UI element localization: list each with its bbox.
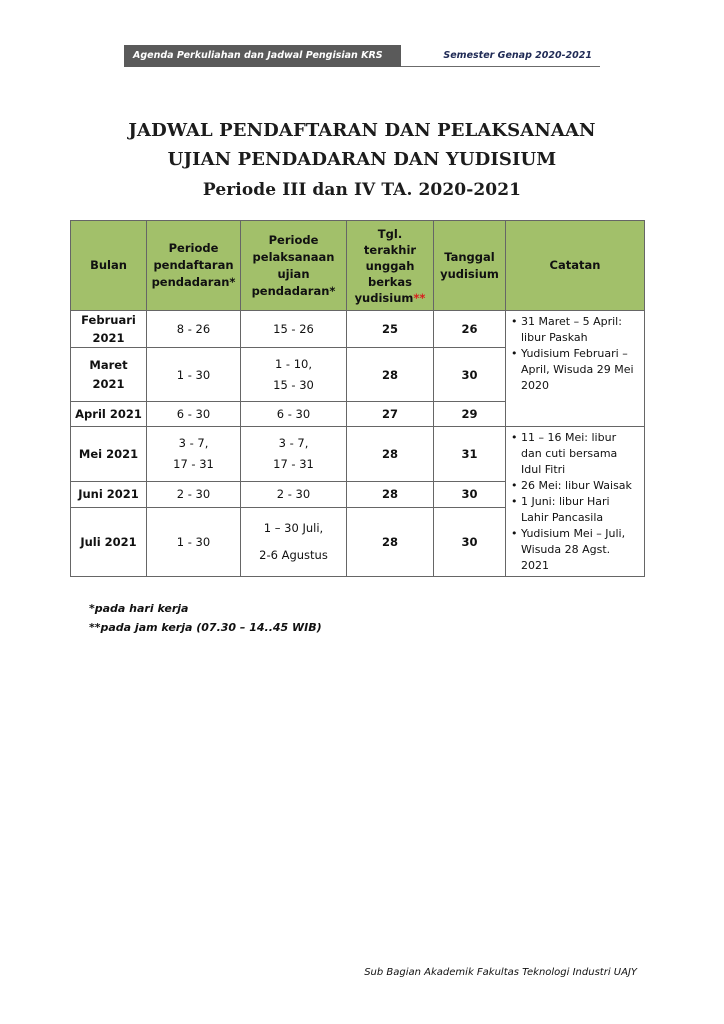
cell-text: 1 – 30 Juli, <box>263 520 324 535</box>
header-text: Periode <box>268 232 319 247</box>
cell-bulan: April 2021 <box>71 402 147 427</box>
col-header-pelaksanaan <box>241 221 347 311</box>
catatan-item: • 31 Maret – 5 April: libur Paskah <box>521 314 640 346</box>
cell-tanggal-yudisium: 26 <box>434 311 506 348</box>
page-header <box>124 45 600 67</box>
cell-pelaksanaan <box>241 348 347 402</box>
catatan-item: • 11 – 16 Mei: libur dan cuti bersama Idul Fitri <box>521 430 640 478</box>
cell-pendaftaran: 6 - 30 <box>147 402 241 427</box>
header-text: Tanggal <box>444 249 495 264</box>
header-text: pelaksanaan <box>252 249 335 264</box>
cell-text: 1 - 10, <box>274 356 313 371</box>
footnotes <box>89 599 322 637</box>
header-text: ujian <box>277 266 310 281</box>
cell-text: 15 - 30 <box>273 377 314 392</box>
header-text: Periode <box>168 241 219 255</box>
cell-bulan: Juni 2021 <box>71 482 147 507</box>
cell-text: 2021 <box>92 331 125 345</box>
cell-pelaksanaan: 6 - 30 <box>241 402 347 427</box>
cell-pendaftaran: 1 - 30 <box>147 507 241 576</box>
catatan-item: • 1 Juni: libur Hari Lahir Pancasila <box>521 494 640 526</box>
cell-tanggal-yudisium: 29 <box>434 402 506 427</box>
col-header-catatan: Catatan <box>506 221 645 311</box>
cell-pendaftaran: 8 - 26 <box>147 311 241 348</box>
header-text: unggah <box>365 258 415 273</box>
catatan-list <box>510 430 640 574</box>
cell-text: 2021 <box>92 376 125 391</box>
cell-pendaftaran: 2 - 30 <box>147 482 241 507</box>
cell-text: 3 - 7, <box>278 436 309 451</box>
cell-tanggal-yudisium: 30 <box>434 348 506 402</box>
catatan-item: • Yudisium Februari – April, Wisuda 29 Mei 2020 <box>521 346 640 394</box>
col-header-bulan: Bulan <box>71 221 147 311</box>
cell-catatan <box>506 427 645 577</box>
asterisk-mark: ** <box>413 290 426 305</box>
cell-pelaksanaan <box>241 427 347 482</box>
title-line-1: JADWAL PENDAFTARAN DAN PELAKSANAAN <box>128 120 596 141</box>
cell-bulan <box>71 348 147 402</box>
header-text: berkas <box>368 274 412 289</box>
table-row <box>71 311 645 348</box>
cell-tgl-terakhir: 25 <box>347 311 434 348</box>
cell-pelaksanaan: 15 - 26 <box>241 311 347 348</box>
cell-pelaksanaan <box>241 507 347 576</box>
cell-tanggal-yudisium: 31 <box>434 427 506 482</box>
footnote-workday: *pada hari kerja <box>89 602 189 615</box>
cell-pelaksanaan: 2 - 30 <box>241 482 347 507</box>
cell-text: 3 - 7, <box>178 436 209 451</box>
page-footer: Sub Bagian Akademik Fakultas Teknologi Industri UAJY <box>364 967 637 978</box>
table-row <box>71 427 645 482</box>
cell-tanggal-yudisium: 30 <box>434 507 506 576</box>
table-header-row <box>71 221 645 311</box>
header-text: pendadaran* <box>151 275 236 289</box>
catatan-item: • Yudisium Mei – Juli, Wisuda 28 Agst. 2021 <box>521 526 640 574</box>
header-text: terakhir <box>363 242 417 257</box>
cell-text: 17 - 31 <box>273 457 314 472</box>
catatan-item: • 26 Mei: libur Waisak <box>521 478 640 494</box>
col-header-tanggal-yudisium <box>434 221 506 311</box>
cell-tgl-terakhir: 28 <box>347 507 434 576</box>
cell-catatan <box>506 311 645 427</box>
header-semester: Semester Genap 2020-2021 <box>401 45 600 67</box>
cell-bulan <box>71 311 147 348</box>
cell-bulan: Juli 2021 <box>71 507 147 576</box>
header-text: pendaftaran <box>153 258 234 272</box>
cell-text: 2-6 Agustus <box>259 547 328 562</box>
title-line-3: Periode III dan IV TA. 2020-2021 <box>202 180 522 200</box>
cell-pendaftaran <box>147 427 241 482</box>
header-text: yudisium <box>354 290 414 305</box>
title-line-2: UJIAN PENDADARAN DAN YUDISIUM <box>167 149 557 170</box>
cell-text: Februari <box>81 313 136 327</box>
cell-tgl-terakhir: 27 <box>347 402 434 427</box>
col-header-tgl-terakhir <box>347 221 434 311</box>
cell-text: 17 - 31 <box>173 457 214 472</box>
cell-tgl-terakhir: 28 <box>347 482 434 507</box>
catatan-list <box>510 314 640 394</box>
cell-text: Maret <box>89 357 128 372</box>
header-left-title: Agenda Perkuliahan dan Jadwal Pengisian KRS <box>124 45 401 67</box>
header-text: yudisium <box>440 266 499 281</box>
cell-tgl-terakhir: 28 <box>347 427 434 482</box>
cell-tgl-terakhir: 28 <box>347 348 434 402</box>
header-text-wrap <box>349 290 431 306</box>
col-header-pendaftaran <box>147 221 241 311</box>
cell-bulan: Mei 2021 <box>71 427 147 482</box>
schedule-table <box>70 220 645 577</box>
footnote-workhours: **pada jam kerja (07.30 – 14..45 WIB) <box>89 621 322 634</box>
header-text: pendadaran* <box>251 283 336 298</box>
cell-pendaftaran: 1 - 30 <box>147 348 241 402</box>
header-text: Tgl. <box>377 226 403 241</box>
cell-tanggal-yudisium: 30 <box>434 482 506 507</box>
